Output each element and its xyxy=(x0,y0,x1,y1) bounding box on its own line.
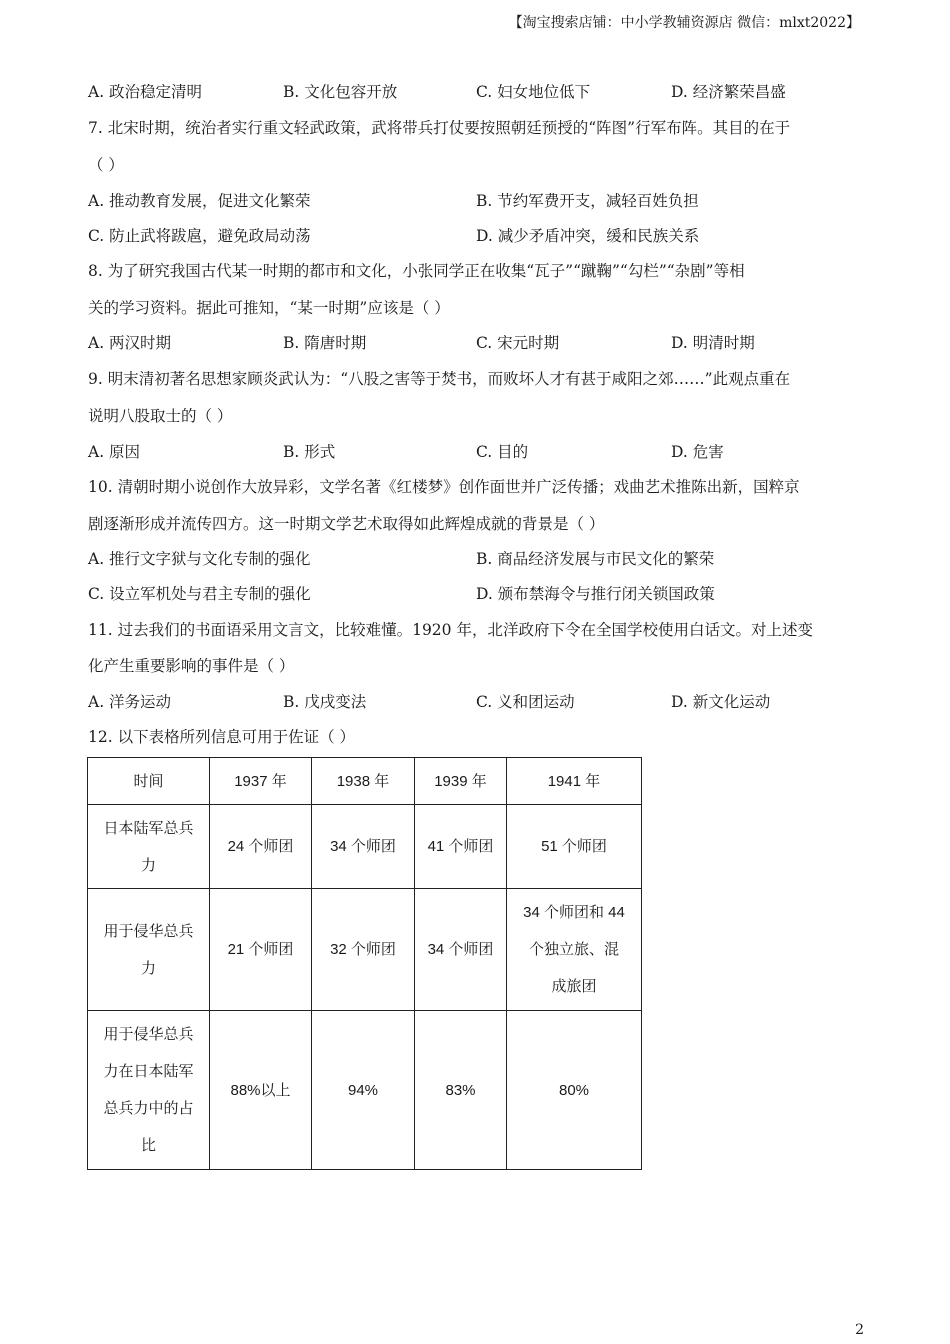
table-header-cell: 1938 年 xyxy=(312,758,415,805)
table-cell: 32 个师团 xyxy=(312,889,415,1011)
q7-stem-line2: （ ） xyxy=(88,156,124,174)
q10-option-d: D. 颁布禁海令与推行闭关锁国政策 xyxy=(476,585,715,603)
q9-option-c: C. 目的 xyxy=(476,443,529,461)
q6-option-d: D. 经济繁荣昌盛 xyxy=(671,83,786,101)
q9-option-b: B. 形式 xyxy=(283,443,336,461)
table-cell: 80% xyxy=(507,1011,642,1170)
q11-option-a: A. 洋务运动 xyxy=(88,693,172,711)
q9-stem-line2: 说明八股取士的（ ） xyxy=(88,407,233,425)
cell-line: 个独立旅、混 xyxy=(528,941,619,958)
row-label-cell xyxy=(88,889,210,1011)
q9-option-a: A. 原因 xyxy=(88,443,141,461)
q10-stem-line2: 剧逐渐形成并流传四方。这一时期文学艺术取得如此辉煌成就的背景是（ ） xyxy=(88,515,605,533)
q7-option-a: A. 推动教育发展，促进文化繁荣 xyxy=(88,192,311,210)
table-row xyxy=(88,805,642,889)
table-header-cell: 1937 年 xyxy=(210,758,312,805)
q8-stem-line2: 关的学习资料。据此可推知，“某一时期”应该是（ ） xyxy=(88,299,450,317)
q11-option-c: C. 义和团运动 xyxy=(476,693,575,711)
q6-option-c: C. 妇女地位低下 xyxy=(476,83,591,101)
q8-option-c: C. 宋元时期 xyxy=(476,334,560,352)
row-label-cell xyxy=(88,805,210,889)
table-header-row xyxy=(88,758,642,805)
table-cell: 34 个师团 xyxy=(415,889,507,1011)
q10-option-a: A. 推行文字狱与文化专制的强化 xyxy=(88,550,311,568)
q11-stem-line2: 化产生重要影响的事件是（ ） xyxy=(88,657,295,675)
table-header-cell: 1939 年 xyxy=(415,758,507,805)
q12-stem: 12. 以下表格所列信息可用于佐证（ ） xyxy=(88,728,356,746)
q9-option-d: D. 危害 xyxy=(671,443,724,461)
q8-option-b: B. 隋唐时期 xyxy=(283,334,367,352)
q8-option-d: D. 明清时期 xyxy=(671,334,755,352)
cell-line: 日本陆军总兵 xyxy=(103,818,194,837)
cell-line: 比 xyxy=(140,1136,156,1154)
table-cell xyxy=(507,889,642,1011)
q11-option-b: B. 戊戌变法 xyxy=(283,693,367,711)
table-header-cell: 1941 年 xyxy=(507,758,642,805)
table-row xyxy=(88,1011,642,1170)
q8-stem-line1: 8. 为了研究我国古代某一时期的都市和文化，小张同学正在收集“瓦子”“蹴鞠”“勾栏”“杂剧”等相 xyxy=(88,262,745,280)
table-cell: 41 个师团 xyxy=(415,805,507,889)
q7-option-c: C. 防止武将跋扈，避免政局动荡 xyxy=(88,227,311,245)
q10-stem-line1: 10. 清朝时期小说创作大放异彩，文学名著《红楼梦》创作面世并广泛传播；戏曲艺术推陈出新，国粹京 xyxy=(88,478,800,496)
table-cell: 94% xyxy=(312,1011,415,1170)
page-header: 【淘宝搜索店铺：中小学教辅资源店 微信：mlxt2022】 xyxy=(508,15,860,31)
table-cell: 21 个师团 xyxy=(210,889,312,1011)
cell-line: 成旅团 xyxy=(551,978,597,995)
table-header-cell: 时间 xyxy=(88,758,210,805)
table-cell: 34 个师团 xyxy=(312,805,415,889)
table-cell: 83% xyxy=(415,1011,507,1170)
cell-line: 总兵力中的占 xyxy=(103,1099,194,1117)
page-number: 2 xyxy=(855,1322,864,1338)
cell-line: 用于侵华总兵 xyxy=(103,1025,194,1043)
q7-option-b: B. 节约军费开支，减轻百姓负担 xyxy=(476,192,699,210)
row-label-cell xyxy=(88,1011,210,1170)
q11-stem-line1: 11. 过去我们的书面语采用文言文，比较难懂。1920 年，北洋政府下令在全国学校使用白话文。对上述变 xyxy=(88,621,813,639)
cell-line: 力在日本陆军 xyxy=(103,1062,194,1080)
table-cell: 88%以上 xyxy=(210,1011,312,1170)
cell-line: 力 xyxy=(140,855,156,874)
cell-line: 用于侵华总兵 xyxy=(103,921,194,940)
table-cell: 51 个师团 xyxy=(507,805,642,889)
data-table xyxy=(87,757,642,1170)
q10-option-c: C. 设立军机处与君主专制的强化 xyxy=(88,585,311,603)
q9-stem-line1: 9. 明末清初著名思想家顾炎武认为：“八股之害等于焚书，而败坏人才有甚于咸阳之郊……”此观点重在 xyxy=(88,370,791,388)
q8-option-a: A. 两汉时期 xyxy=(88,334,172,352)
table-row xyxy=(88,889,642,1011)
cell-line: 力 xyxy=(140,958,156,977)
q7-option-d: D. 减少矛盾冲突，缓和民族关系 xyxy=(476,227,700,245)
table-cell: 24 个师团 xyxy=(210,805,312,889)
q11-option-d: D. 新文化运动 xyxy=(671,693,771,711)
q6-option-a: A. 政治稳定清明 xyxy=(88,83,203,101)
cell-line: 34 个师团和 44 xyxy=(523,904,625,921)
q10-option-b: B. 商品经济发展与市民文化的繁荣 xyxy=(476,550,715,568)
q7-stem-line1: 7. 北宋时期，统治者实行重文轻武政策，武将带兵打仗要按照朝廷预授的“阵图”行军布阵。其目的在于 xyxy=(88,119,791,137)
q6-option-b: B. 文化包容开放 xyxy=(283,83,398,101)
